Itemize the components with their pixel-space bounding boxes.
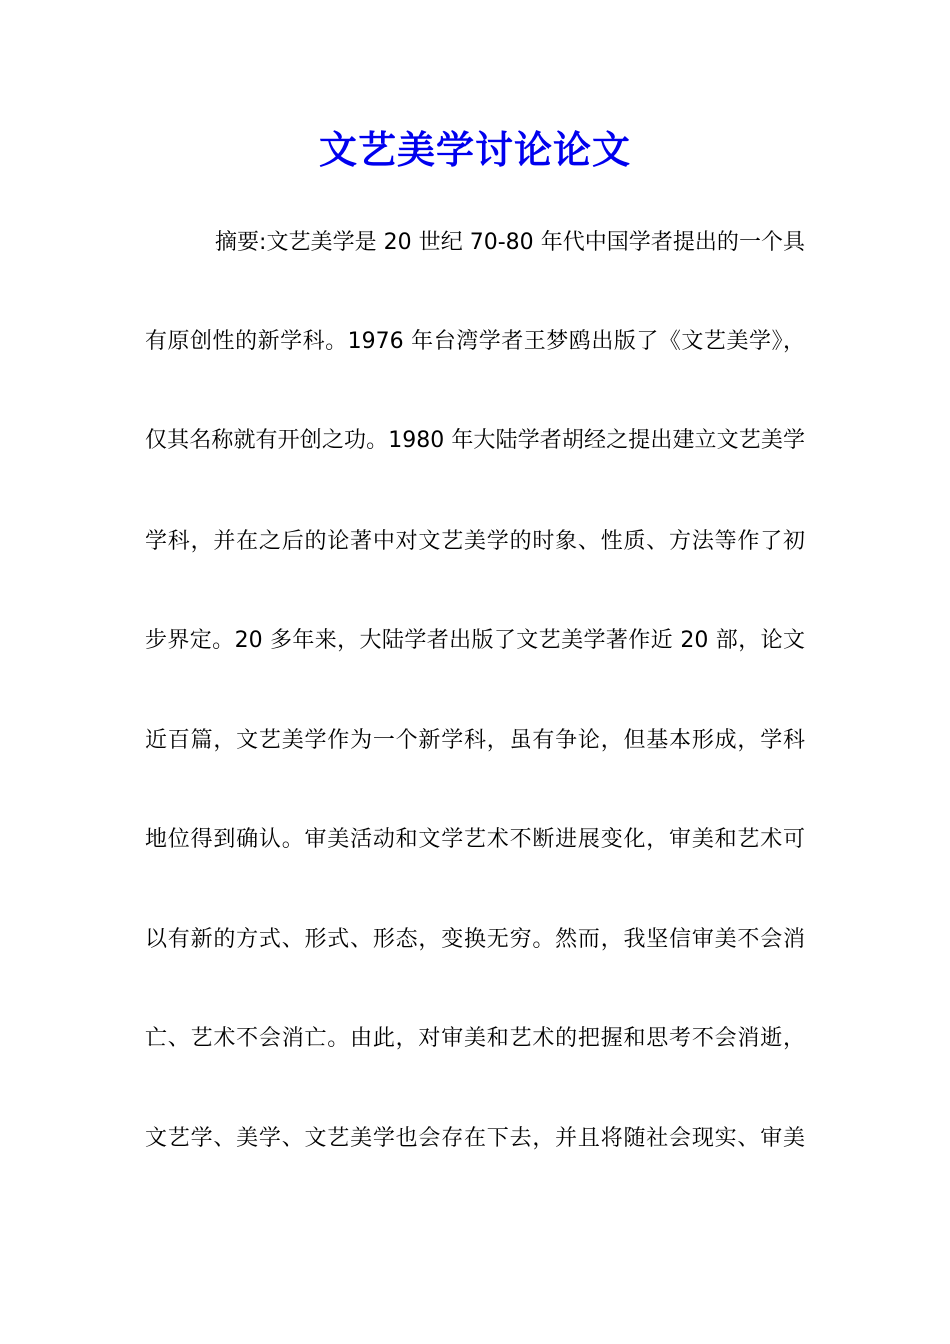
body-line-8: 以有新的方式、形式、形态，变换无穷。然而，我坚信审美不会消 bbox=[145, 927, 805, 952]
body-line-7: 地位得到确认。审美活动和文学艺术不断进展变化，审美和艺术可 bbox=[145, 827, 805, 852]
body-line-9: 亡、艺术不会消亡。由此，对审美和艺术的把握和思考不会消逝， bbox=[145, 1026, 805, 1051]
body-line-1: 摘要:文艺美学是 20 世纪 70-80 年代中国学者提出的一个具 bbox=[215, 230, 805, 255]
body-line-2: 有原创性的新学科。1976 年台湾学者王梦鸥出版了《文艺美学》， bbox=[145, 329, 805, 354]
body-line-6: 近百篇，文艺美学作为一个新学科，虽有争论，但基本形成，学科 bbox=[145, 728, 805, 753]
document-title: 文艺美学讨论论文 bbox=[318, 127, 631, 172]
body-line-5: 步界定。20 多年来，大陆学者出版了文艺美学著作近 20 部，论文 bbox=[145, 628, 805, 653]
body-line-3: 仅其名称就有开创之功。1980 年大陆学者胡经之提出建立文艺美学 bbox=[145, 428, 805, 453]
body-line-10: 文艺学、美学、文艺美学也会存在下去，并且将随社会现实、审美 bbox=[145, 1126, 805, 1151]
body-line-4: 学科，并在之后的论著中对文艺美学的时象、性质、方法等作了初 bbox=[145, 529, 805, 554]
